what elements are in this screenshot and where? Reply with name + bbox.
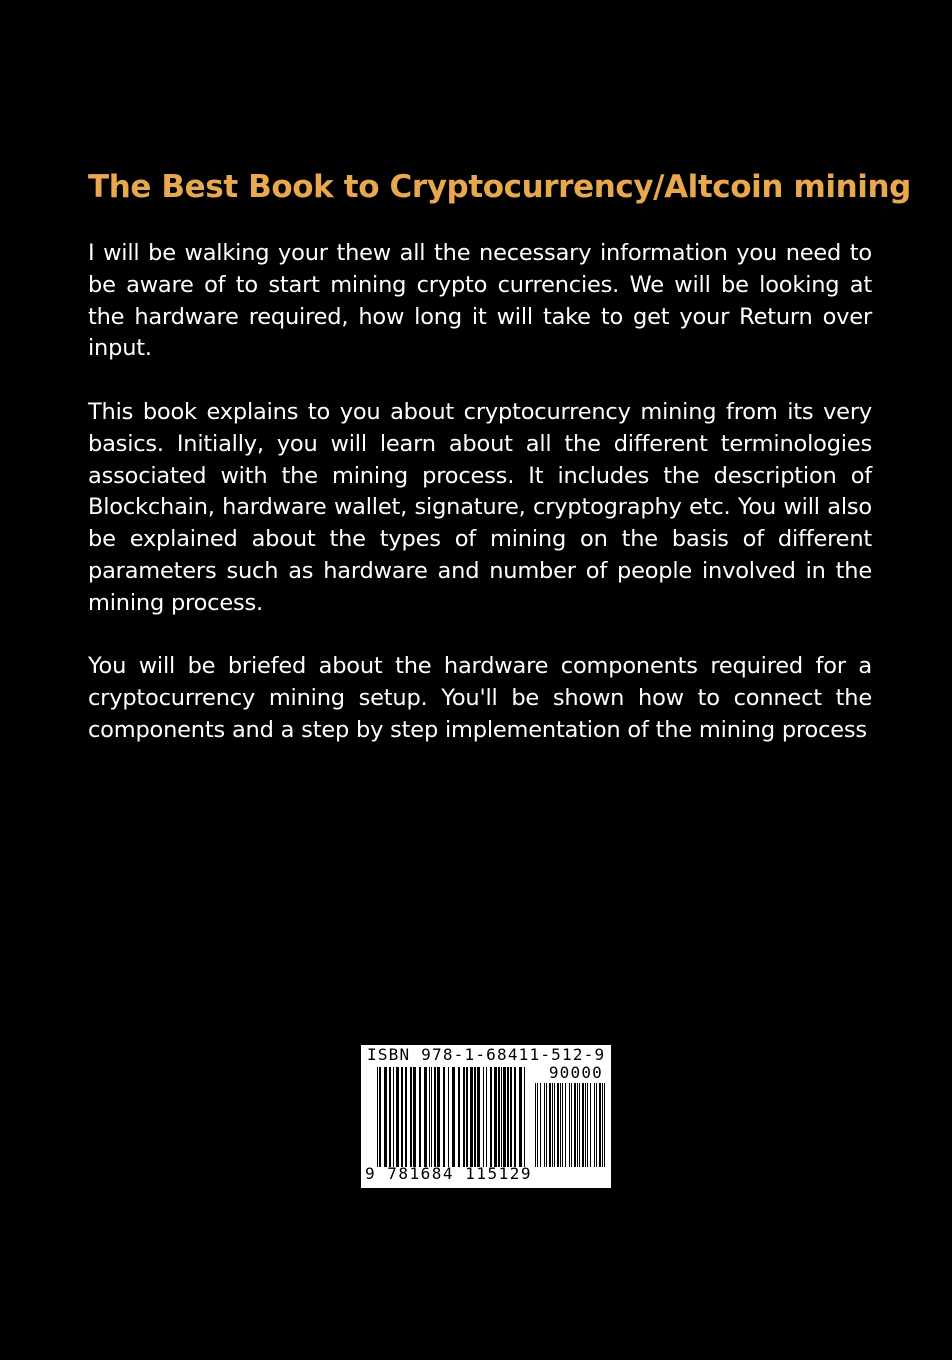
barcode-bar: [477, 1067, 480, 1167]
barcode-bar: [494, 1067, 497, 1167]
barcode-bar: [571, 1083, 572, 1167]
barcode-bar: [554, 1083, 555, 1167]
barcode-bar: [486, 1067, 487, 1167]
barcode-bar: [431, 1067, 432, 1167]
barcode-bar: [458, 1067, 460, 1167]
barcode-bar: [396, 1067, 399, 1167]
barcode-bar: [434, 1067, 436, 1167]
barcode-bar: [384, 1067, 387, 1167]
barcode-bar: [443, 1067, 445, 1167]
barcode-bar: [410, 1067, 412, 1167]
ean-barcode-bars: [377, 1067, 525, 1167]
barcode-bar: [590, 1083, 591, 1167]
barcode-bar: [552, 1083, 553, 1167]
barcode-bar: [549, 1083, 551, 1167]
barcode-bar: [419, 1067, 421, 1167]
barcode-bar: [470, 1067, 473, 1167]
barcode-bar: [463, 1067, 465, 1167]
barcode-bar: [560, 1083, 561, 1167]
blurb-paragraph-3: You will be briefed about the hardware components required for a cryptocurrency mining setup. You'll be shown how to connect the components and a step by step implementation of the mining process: [88, 653, 872, 743]
blurb-paragraph-1: I will be walking your thew all the necessary information you need to be aware of to start mining crypto currencies. We will be looking at the hardware required, how long it will take to get your Return over input.: [88, 240, 872, 362]
barcode-bar: [501, 1067, 502, 1167]
barcode-bar: [503, 1067, 506, 1167]
barcode-bar: [562, 1083, 563, 1167]
barcode-bar: [424, 1067, 427, 1167]
barcode-bar: [514, 1067, 516, 1167]
barcode-bar: [405, 1067, 407, 1167]
barcode-bar: [483, 1067, 484, 1167]
barcode-bar: [466, 1067, 468, 1167]
barcode-bar: [490, 1067, 492, 1167]
barcode-bar: [565, 1083, 566, 1167]
isbn-barcode: [361, 1045, 611, 1188]
barcode-bar: [379, 1067, 381, 1167]
barcode-bar: [546, 1083, 547, 1167]
ean-digits: 9 781684 115129: [365, 1164, 532, 1183]
barcode-bar: [577, 1083, 578, 1167]
barcode-bar: [474, 1067, 476, 1167]
barcode-bar: [604, 1083, 605, 1167]
barcode-bar: [389, 1067, 391, 1167]
barcode-bar: [599, 1083, 601, 1167]
barcode-bar: [579, 1083, 580, 1167]
barcode-bar: [377, 1067, 378, 1167]
barcode-bar: [544, 1083, 545, 1167]
barcode-bar: [540, 1083, 541, 1167]
barcode-bar: [448, 1067, 449, 1167]
back-cover-heading: The Best Book to Cryptocurrency/Altcoin mining: [88, 169, 911, 205]
barcode-bar: [602, 1083, 603, 1167]
barcode-bar: [569, 1083, 570, 1167]
barcode-bar: [585, 1083, 586, 1167]
barcode-bar: [519, 1067, 522, 1167]
barcode-bar: [537, 1083, 538, 1167]
barcode-bar: [557, 1083, 559, 1167]
barcode-bar: [587, 1083, 588, 1167]
barcode-bar: [594, 1083, 595, 1167]
price-code: 90000: [548, 1063, 603, 1082]
addon-barcode-bars: [535, 1083, 605, 1183]
isbn-label: ISBN 978-1-68411-512-9: [367, 1045, 606, 1064]
barcode-bar: [582, 1083, 584, 1167]
barcode-bar: [437, 1067, 440, 1167]
barcode-bar: [429, 1067, 430, 1167]
barcode-bar: [510, 1067, 512, 1167]
barcode-bar: [498, 1067, 500, 1167]
barcode-bar: [535, 1083, 536, 1167]
barcode-bar: [452, 1067, 455, 1167]
barcode-bar: [507, 1067, 509, 1167]
barcode-bar: [574, 1083, 576, 1167]
blurb-paragraph-2: This book explains to you about cryptocurrency mining from its very basics. Initially, you will learn about all the different terminologies associated with the mining process. It includes the description of Blockchain, hardware wallet, signature, cryptography etc. You will also be explained about the types of mining on the basis of different parameters such as hardware and number of people involved in the mining process.: [88, 398, 872, 616]
barcode-bar: [401, 1067, 403, 1167]
barcode-bar: [393, 1067, 394, 1167]
barcode-bar: [524, 1067, 525, 1167]
barcode-bar: [413, 1067, 416, 1167]
barcode-bar: [596, 1083, 597, 1167]
blurb: [88, 238, 872, 779]
